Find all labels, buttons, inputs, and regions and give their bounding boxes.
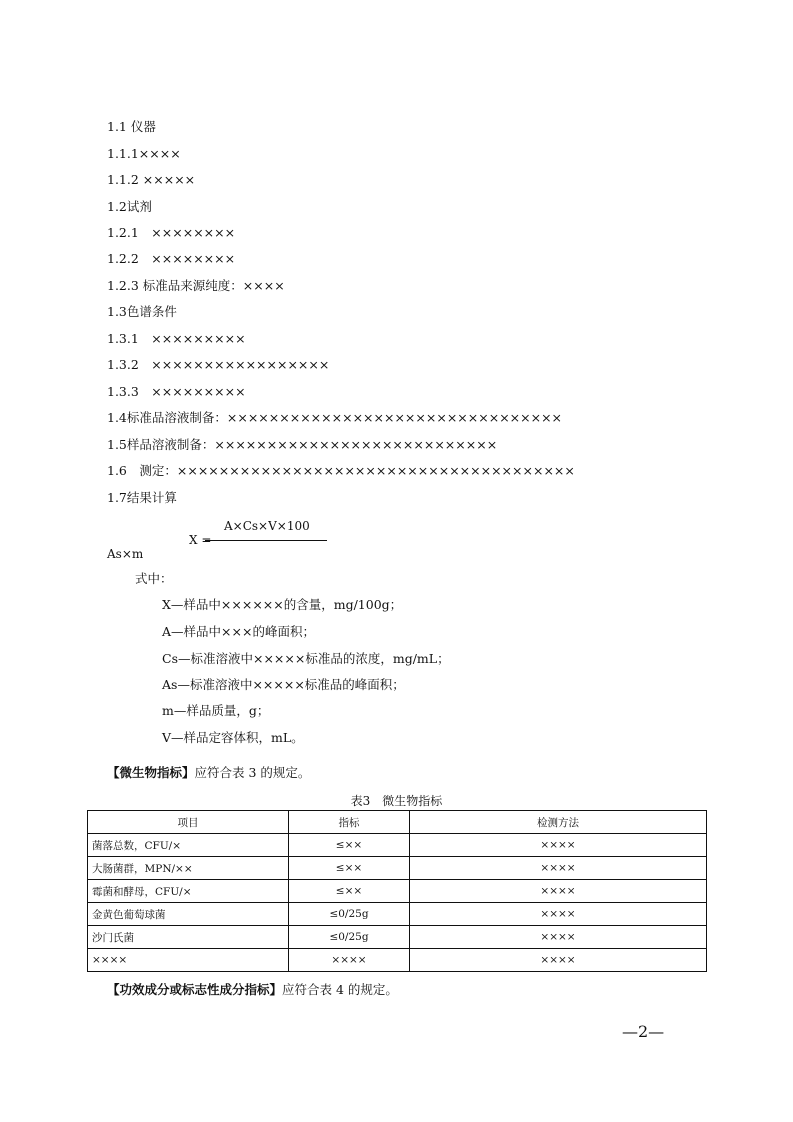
- row-item: 沙门氏菌: [88, 926, 289, 949]
- definition-x: X—样品中××××××的含量，mg/100g；: [162, 597, 403, 612]
- table-row: [88, 926, 707, 949]
- row-indicator: ≤0/25g: [289, 903, 410, 926]
- section-1-6: 1.6 测定：××××××××××××××××××××××××××××××××××××××: [107, 463, 575, 478]
- section-1-3-3: 1.3.3 ×××××××××: [107, 384, 246, 399]
- table3-caption: 表3 微生物指标: [350, 794, 443, 808]
- section-1-1: 1.1 仪器: [107, 119, 156, 134]
- header-method: 检测方法: [410, 811, 707, 834]
- table-header-row: [88, 811, 707, 834]
- functional-heading: [107, 982, 398, 998]
- section-1-1-1: 1.1.1××××: [107, 146, 181, 161]
- row-item: 大肠菌群，MPN/××: [88, 857, 289, 880]
- table-row: [88, 857, 707, 880]
- section-1-5: 1.5样品溶液制备：×××××××××××××××××××××××××××: [107, 437, 498, 452]
- row-indicator: ≤××: [289, 857, 410, 880]
- definition-cs: Cs—标准溶液中×××××标准品的浓度，mg/mL；: [162, 651, 450, 666]
- definition-as: As—标准溶液中×××××标准品的峰面积；: [162, 677, 405, 692]
- section-1-4: 1.4标准品溶液制备：××××××××××××××××××××××××××××××××: [107, 410, 563, 425]
- row-method: ××××: [410, 834, 707, 857]
- header-item: 项目: [88, 811, 289, 834]
- row-method: ××××: [410, 949, 707, 972]
- row-item: ××××: [88, 949, 289, 972]
- section-1-2-3: 1.2.3 标准品来源纯度：××××: [107, 278, 285, 293]
- section-1-2-2: 1.2.2 ××××××××: [107, 251, 236, 266]
- functional-heading-rest: 应符合表 4 的规定。: [282, 982, 398, 997]
- row-indicator: ≤0/25g: [289, 926, 410, 949]
- row-method: ××××: [410, 857, 707, 880]
- section-1-2: 1.2试剂: [107, 199, 152, 214]
- header-indicator: 指标: [289, 811, 410, 834]
- micro-heading-rest: 应符合表 3 的规定。: [194, 765, 311, 780]
- row-indicator: ≤××: [289, 880, 410, 903]
- table-row: [88, 949, 707, 972]
- functional-heading-bold: 【功效成分或标志性成分指标】: [107, 982, 283, 997]
- section-1-1-2: 1.1.2 ×××××: [107, 172, 196, 187]
- where-label: 式中：: [135, 571, 173, 586]
- formula-numerator: A×Cs×V×100: [224, 519, 310, 533]
- table3: [87, 810, 707, 972]
- formula-fraction-bar: [205, 540, 327, 541]
- row-method: ××××: [410, 903, 707, 926]
- section-1-2-1: 1.2.1 ××××××××: [107, 225, 236, 240]
- row-method: ××××: [410, 880, 707, 903]
- formula-denominator: As×m: [107, 547, 144, 561]
- table-row: [88, 903, 707, 926]
- section-1-3: 1.3色谱条件: [107, 304, 177, 319]
- section-1-7: 1.7结果计算: [107, 490, 177, 505]
- row-item: 金黄色葡萄球菌: [88, 903, 289, 926]
- row-method: ××××: [410, 926, 707, 949]
- definition-m: m—样品质量，g；: [162, 703, 270, 718]
- definition-v: V—样品定容体积，mL。: [162, 730, 304, 745]
- definition-a: A—样品中×××的峰面积；: [162, 624, 315, 639]
- table-row: [88, 880, 707, 903]
- formula-lhs: X =: [189, 533, 212, 547]
- row-item: 菌落总数，CFU/×: [88, 834, 289, 857]
- table-row: [88, 834, 707, 857]
- micro-heading: [107, 765, 310, 781]
- section-1-3-1: 1.3.1 ×××××××××: [107, 331, 246, 346]
- row-indicator: ≤××: [289, 834, 410, 857]
- micro-heading-bold: 【微生物指标】: [107, 765, 195, 780]
- row-indicator: ××××: [289, 949, 410, 972]
- row-item: 霉菌和酵母，CFU/×: [88, 880, 289, 903]
- section-1-3-2: 1.3.2 ×××××××××××××××××: [107, 357, 330, 372]
- page-number: —2—: [622, 1022, 665, 1041]
